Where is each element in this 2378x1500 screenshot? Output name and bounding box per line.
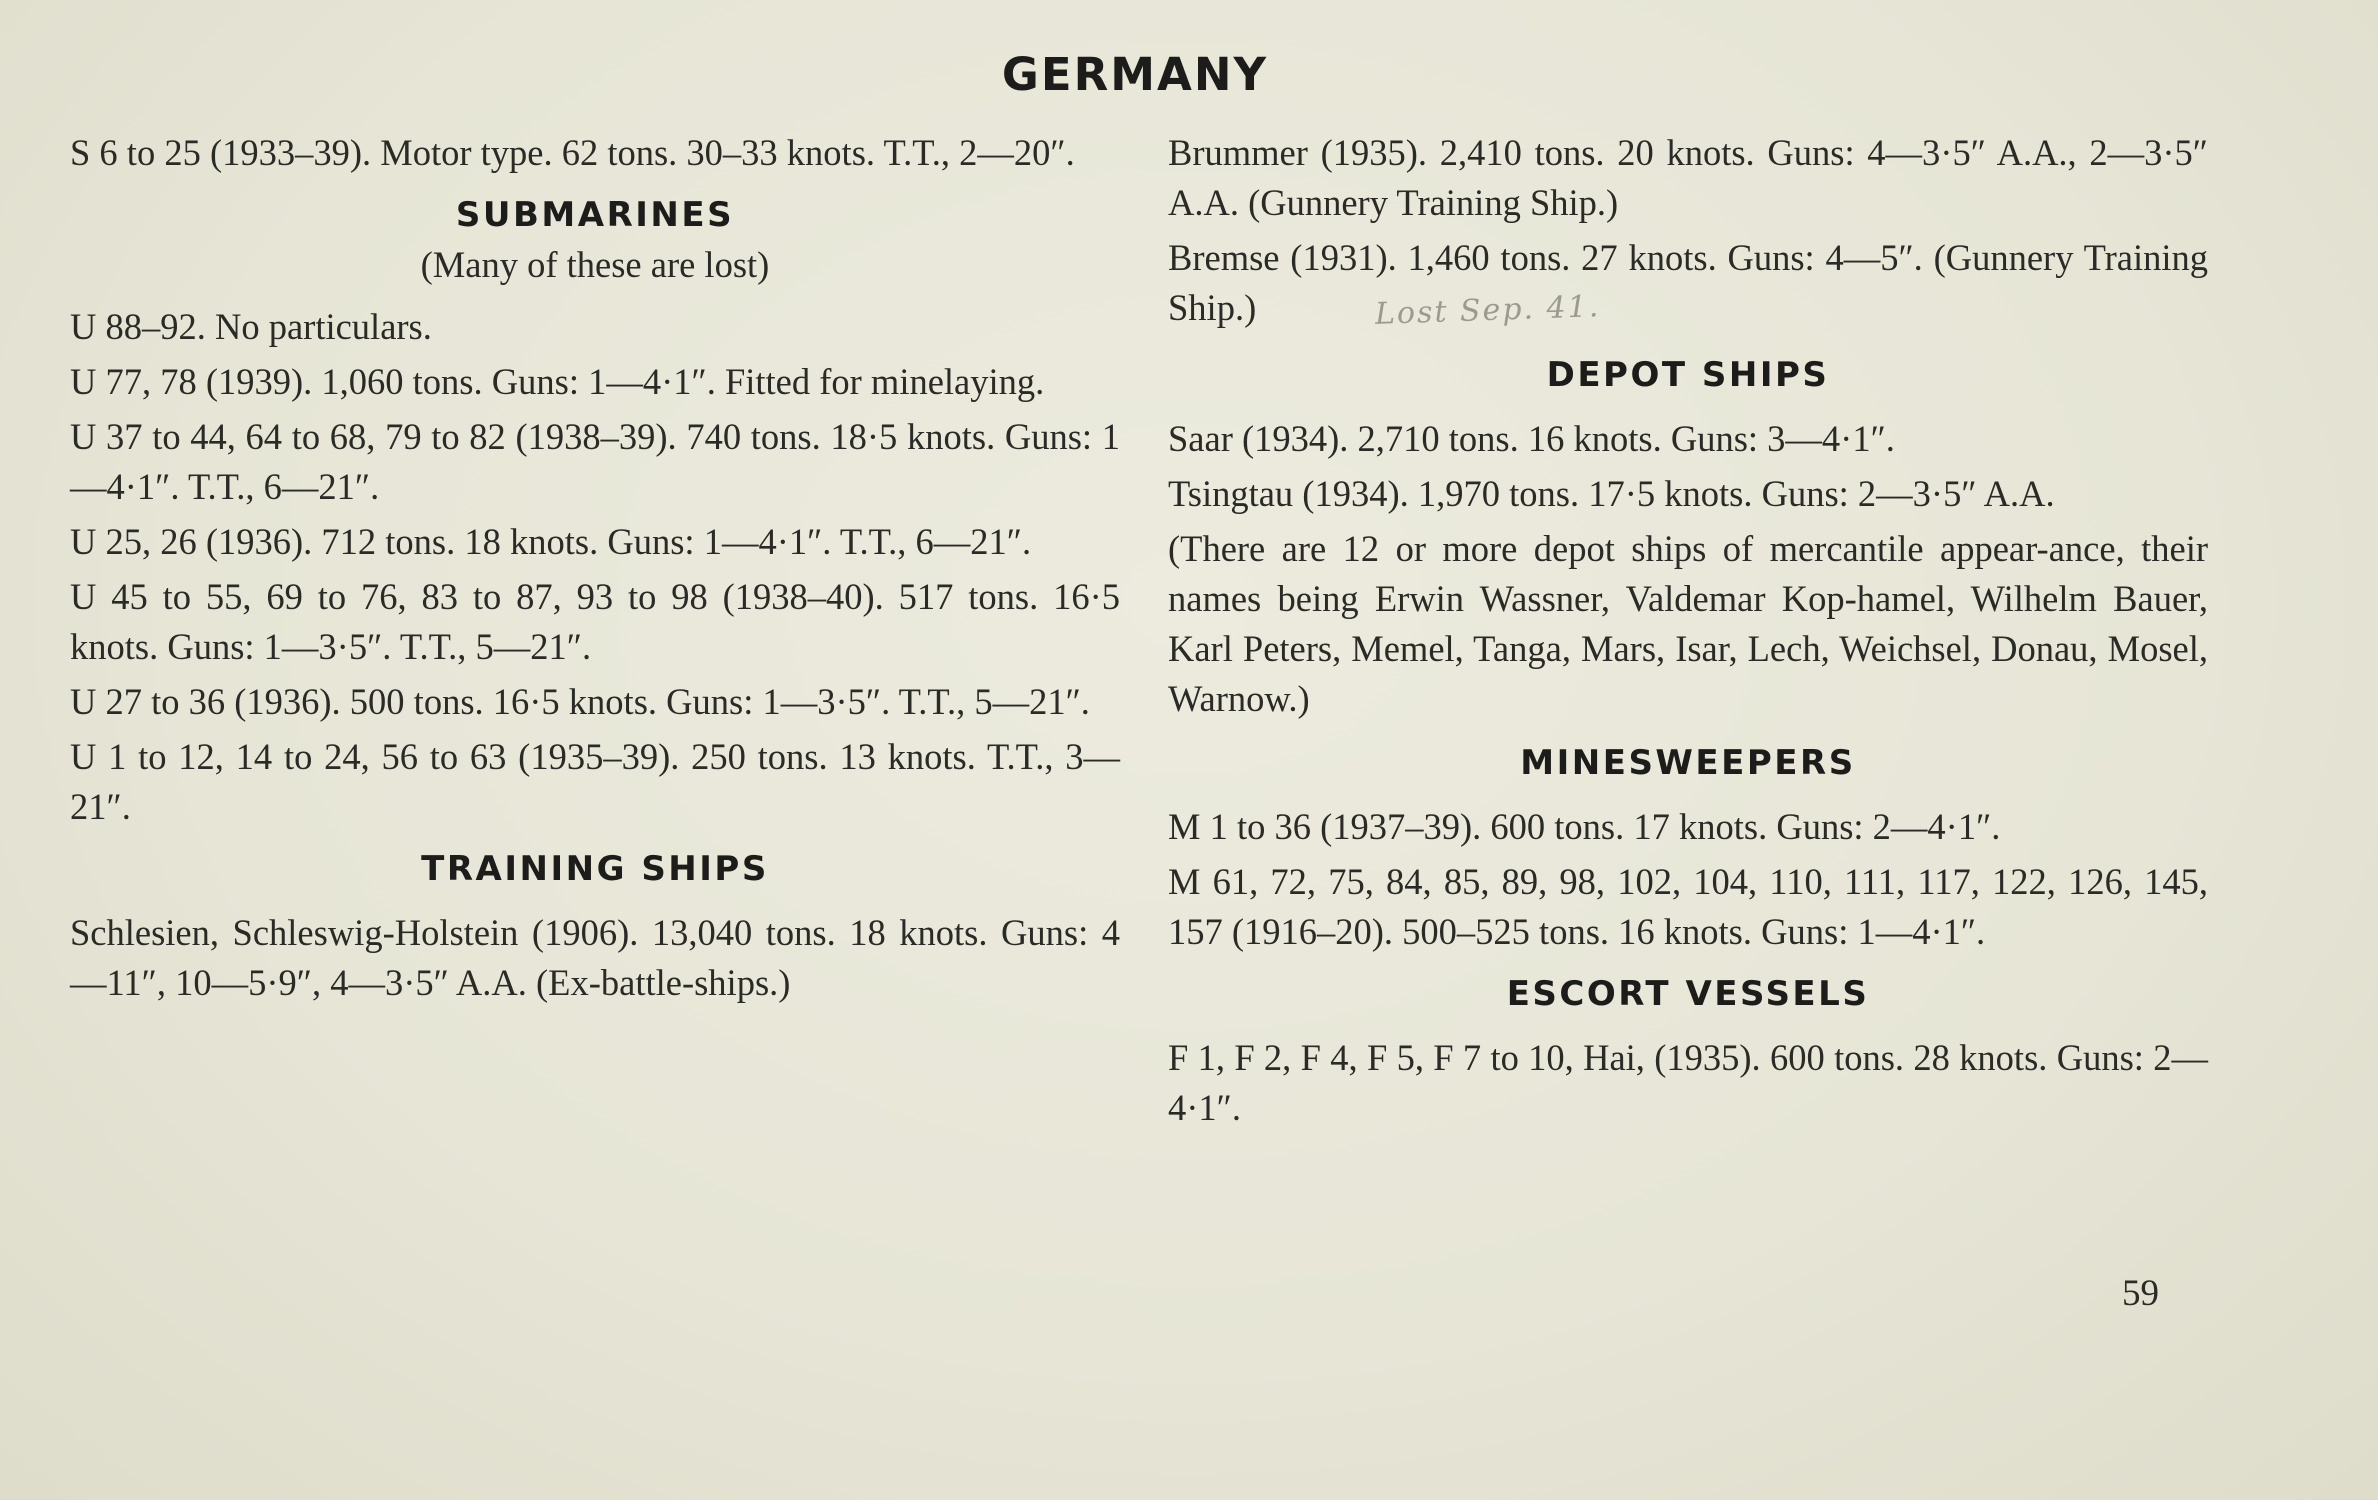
escort-vessels-heading: ESCORT VESSELS <box>1506 974 1870 1014</box>
right-column <box>1168 128 2208 1138</box>
bremse-text: Bremse (1931). 1,460 tons. 27 knots. Guns: 4—5″. (Gunnery Training Ship.) <box>1168 237 2208 328</box>
depot-ships-heading: DEPOT SHIPS <box>1546 355 1830 395</box>
submarine-entry: U 37 to 44, 64 to 68, 79 to 82 (1938–39). 740 tons. 18·5 knots. Guns: 1—4·1″. T.T., 6—21″. <box>70 416 1120 507</box>
submarine-entry: U 77, 78 (1939). 1,060 tons. Guns: 1—4·1″. Fitted for minelaying. <box>70 361 1045 402</box>
minesweeper-entry: M 61, 72, 75, 84, 85, 89, 98, 102, 104, 110, 111, 117, 122, 126, 145, 157 (1916–20). 500–525 tons. 16 knots. Guns: 1—4·1″. <box>1168 861 2208 952</box>
page-number: 59 <box>2122 1273 2159 1314</box>
depot-ship-entry: Saar (1934). 2,710 tons. 16 knots. Guns: 3—4·1″. <box>1168 418 1895 459</box>
minesweepers-heading: MINESWEEPERS <box>1520 743 1856 783</box>
left-column <box>70 128 1120 1013</box>
submarine-entry: U 25, 26 (1936). 712 tons. 18 knots. Guns: 1—4·1″. T.T., 6—21″. <box>70 521 1032 562</box>
submarine-entry: U 88–92. No particulars. <box>70 306 432 347</box>
submarines-heading: SUBMARINES <box>455 195 735 235</box>
submarine-entry: U 27 to 36 (1936). 500 tons. 16·5 knots. Guns: 1—3·5″. T.T., 5—21″. <box>70 681 1090 722</box>
page-title: GERMANY <box>1001 48 1269 101</box>
escort-vessel-entry: F 1, F 2, F 4, F 5, F 7 to 10, Hai, (1935). 600 tons. 28 knots. Guns: 2—4·1″. <box>1168 1037 2208 1128</box>
handwritten-annotation: Lost Sep. 41. <box>1374 289 1602 332</box>
training-ship-entry: Schlesien, Schleswig-Holstein (1906). 13,040 tons. 18 knots. Guns: 4—11″, 10—5·9″, 4—3·5″ A.A. (Ex-battle-ships.) <box>70 912 1120 1003</box>
minesweeper-entry: M 1 to 36 (1937–39). 600 tons. 17 knots. Guns: 2—4·1″. <box>1168 806 2001 847</box>
submarine-entry: U 45 to 55, 69 to 76, 83 to 87, 93 to 98 (1938–40). 517 tons. 16·5 knots. Guns: 1—3·5″. T.T., 5—21″. <box>70 576 1120 667</box>
brummer-entry: Brummer (1935). 2,410 tons. 20 knots. Guns: 4—3·5″ A.A., 2—3·5″ A.A. (Gunnery Training Ship.) <box>1168 132 2208 223</box>
training-ships-heading: TRAINING SHIPS <box>421 849 769 889</box>
submarine-entry: U 1 to 12, 14 to 24, 56 to 63 (1935–39). 250 tons. 13 knots. T.T., 3—21″. <box>70 736 1120 827</box>
submarines-note: (Many of these are lost) <box>420 244 770 285</box>
depot-ship-entry: Tsingtau (1934). 1,970 tons. 17·5 knots. Guns: 2—3·5″ A.A. <box>1168 473 2055 514</box>
bremse-entry <box>1168 233 2208 336</box>
depot-ship-entry: (There are 12 or more depot ships of mercantile appear-ance, their names being Erwin Wassner, Valdemar Kop-hamel, Wilhelm Bauer, Karl Peters, Memel, Tanga, Mars, Isar, Lech, Weichsel, Donau, Mosel, Warnow.) <box>1168 528 2208 719</box>
motor-boats-entry: S 6 to 25 (1933–39). Motor type. 62 tons. 30–33 knots. T.T., 2—20″. <box>70 132 1075 173</box>
